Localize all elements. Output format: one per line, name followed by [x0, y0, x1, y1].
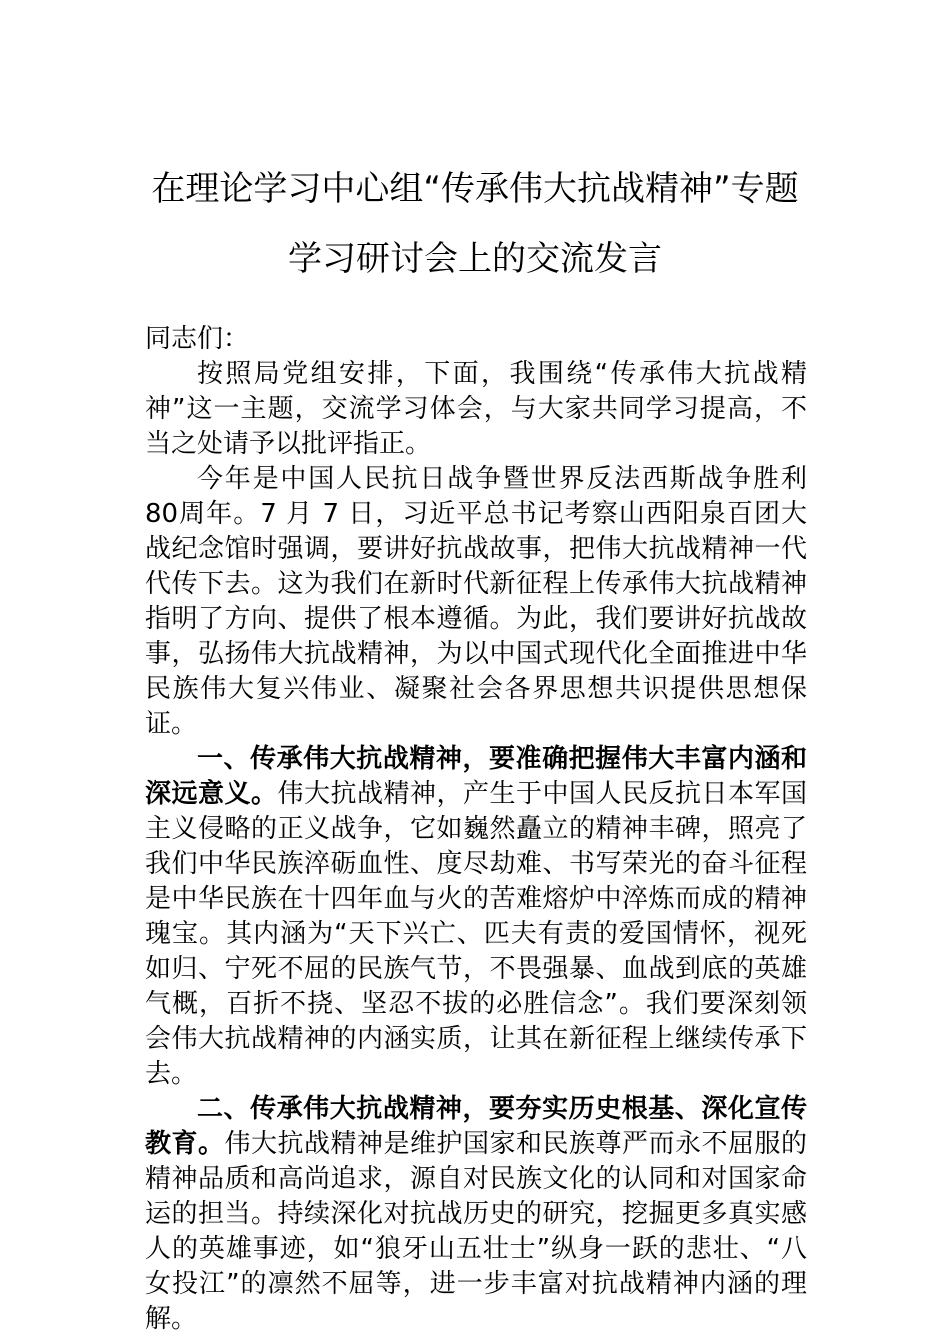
paragraph-4	[145, 1092, 807, 1337]
paragraph-3	[145, 742, 807, 1092]
section-1-body: 伟大抗战精神，产生于中国人民反抗日本军国主义侵略的正义战争，它如巍然矗立的精神丰碑，照亮了我们中华民族淬砺血性、度尽劫难、书写荣光的奋斗征程是中华民族在十四年血与火的苦难熔炉中淬炼而成的精神瑰宝。其内涵为“天下兴亡、匹夫有责的爱国情怀，视死如归、宁死不屈的民族气节，不畏强暴、血战到底的英雄气概，百折不挠、坚忍不拔的必胜信念”。我们要深刻领会伟大抗战精神的内涵实质，让其在新征程上继续传承下去。	[145, 779, 807, 1089]
section-2-heading: 二、传承伟大抗战精神，要夯实历史根基、深化宣传教育。	[145, 1094, 807, 1159]
paragraph-1: 按照局党组安排，下面，我围绕“传承伟大抗战精神”这一主题，交流学习体会，与大家共同学习提高，不当之处请予以批评指正。	[145, 359, 807, 459]
section-1-heading: 一、传承伟大抗战精神，要准确把握伟大丰富内涵和深远意义。	[145, 744, 807, 809]
section-2-body: 伟大抗战精神是维护国家和民族尊严而永不屈服的精神品质和高尚追求，源自对民族文化的认同和对国家命运的担当。持续深化对抗战历史的研究，挖掘更多真实感人的英雄事迹，如“狼牙山五壮士”纵身一跃的悲壮、“八女投江”的凛然不屈等，进一步丰富对抗战精神内涵的理解。	[145, 1129, 807, 1334]
document-title-line-1: 在理论学习中心组“传承伟大抗战精神”专题	[151, 169, 799, 209]
paragraph-2: 今年是中国人民抗日战争暨世界反法西斯战争胜利 80周年。7 月 7 日，习近平总书记考察山西阳泉百团大战纪念馆时强调，要讲好抗战故事，把伟大抗战精神一代代传下去。这为我们在新时代新征程上传承伟大抗战精神指明了方向、提供了根本遵循。为此，我们要讲好抗战故事，弘扬伟大抗战精神，为以中国式现代化全面推进中华民族伟大复兴伟业、凝聚社会各界思想共识提供思想保证。	[145, 464, 807, 739]
document-body	[145, 322, 807, 1337]
document-title-line-2: 学习研讨会上的交流发言	[288, 239, 662, 279]
greeting: 同志们：	[145, 324, 250, 354]
